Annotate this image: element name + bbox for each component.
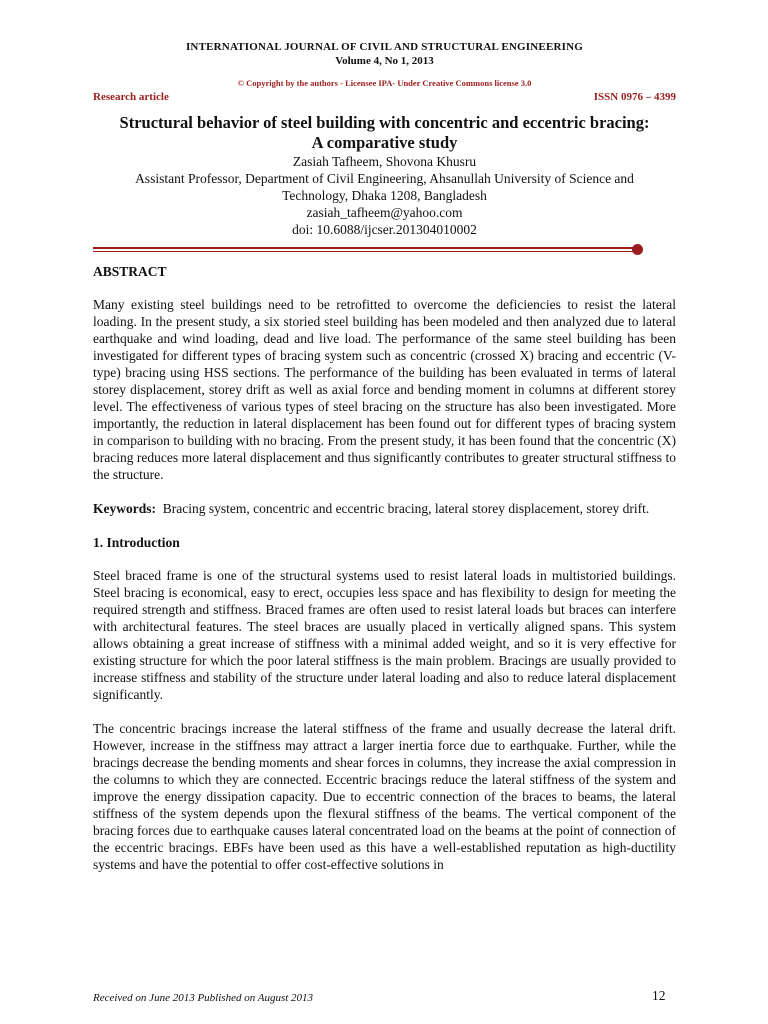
keywords	[93, 500, 676, 517]
issn: ISSN 0976 – 4399	[593, 91, 676, 103]
keywords-text: Bracing system, concentric and eccentric bracing, lateral storey displacement, storey drift.	[162, 501, 650, 516]
meta-row	[93, 90, 676, 104]
article-type: Research article	[93, 91, 169, 103]
paper-page	[93, 40, 676, 873]
page-number: 12	[652, 988, 666, 1003]
affiliation-line1: Assistant Professor, Department of Civil Engineering, Ahsanullah University of Science and	[135, 171, 634, 186]
introduction-heading: 1. Introduction	[93, 535, 180, 550]
divider-dot-icon	[632, 244, 643, 255]
paper-title-line1: Structural behavior of steel building with concentric and eccentric bracing:	[119, 113, 650, 132]
keywords-label: Keywords:	[93, 501, 156, 516]
divider-line-thick	[93, 247, 633, 249]
paper-title	[93, 113, 676, 153]
title-divider	[93, 242, 643, 256]
introduction-para-1: Steel braced frame is one of the structural systems used to resist lateral loads in multistoried buildings. Steel bracing is economical, easy to erect, occupies less space and has flexibility to design for meeting the required strength and stiffness. Braced frames are often used to resist lateral loads but braces can interfere with architectural features. The steel braces are usually placed in vertically aligned spans. This system allows obtaining a great increase of stiffness with a minimal added weight, and so it is very effective for existing structure for which the poor lateral stiffness is the main problem. Bracings are usually provided to increase stiffness and stability of the structure under lateral loading and also to reduce lateral displacement significantly.	[93, 568, 676, 702]
authors: Zasiah Tafheem, Shovona Khusru	[292, 154, 477, 169]
author-email: zasiah_tafheem@yahoo.com	[306, 205, 463, 220]
journal-title: INTERNATIONAL JOURNAL OF CIVIL AND STRUCTURAL ENGINEERING	[185, 41, 584, 53]
affiliation-line2: Technology, Dhaka 1208, Bangladesh	[282, 188, 487, 203]
copyright-notice: © Copyright by the authors - Licensee IPA- Under Creative Commons license 3.0	[237, 78, 532, 88]
paper-title-line2: A comparative study	[311, 133, 458, 152]
received-published-note: Received on June 2013 Published on August 2013	[93, 992, 314, 1004]
abstract-text: Many existing steel buildings need to be retrofitted to overcome the deficiencies to resist the lateral loading. In the present study, a six storied steel building has been modeled and then analyzed due to lateral earthquake and wind loading, dead and live load. The performance of the same steel building has been investigated for different types of bracing system such as concentric (crossed X) bracing and eccentric (V-type) bracing using HSS sections. The performance of the building has been evaluated in terms of lateral storey displacement, storey drift as well as axial force and bending moment in columns at different storey level. The effectiveness of various types of steel bracing on the structure has also been investigated. More importantly, the reduction in lateral displacement has been found out for different types of bracing system in comparison to building with no bracing. From the present study, it has been found that the concentric (X) bracing reduces more lateral displacement and thus significantly contributes to greater structural stiffness to the structure.	[93, 297, 676, 482]
divider-line-thin	[93, 251, 633, 252]
volume-info: Volume 4, No 1, 2013	[335, 55, 434, 67]
abstract-heading: ABSTRACT	[93, 264, 167, 279]
introduction-para-2: The concentric bracings increase the lateral stiffness of the frame and usually decrease the lateral drift. However, increase in the stiffness may attract a larger inertia force due to earthquake. Further, while the bracings decrease the bending moments and shear forces in columns, they increase the axial compression in the columns to which they are connected. Eccentric bracings reduce the lateral stiffness of the system and improve the energy dissipation capacity. Due to eccentric connection of the braces to beams, the lateral stiffness of the system depends upon the flexural stiffness of the beams. The vertical component of the bracing forces due to earthquake causes lateral concentrated load on the beams at the point of connection of the eccentric bracings. EBFs have been used as this have a well-established reputation as high-ductility systems and have the potential to offer cost-effective solutions in	[93, 721, 676, 872]
doi: doi: 10.6088/ijcser.201304010002	[292, 222, 477, 237]
